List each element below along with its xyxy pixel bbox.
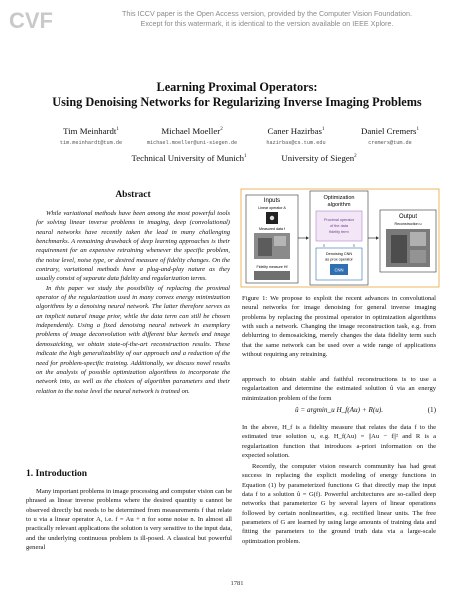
notice-line-1: This ICCV paper is the Open Access version, provided by the Computer Vision Foundation. — [122, 9, 412, 18]
reconstruction-label: Reconstruction u — [394, 222, 422, 226]
equation-1-formula: û = argmin_u H_f(Au) + R(u). — [294, 406, 384, 414]
optimization-title-1: Optimization — [323, 195, 355, 201]
title-line-2: Using Denoising Networks for Regularizing Inverse Imaging Problems — [52, 94, 422, 109]
cnn-line-1: Denoising CNN — [325, 252, 353, 256]
abstract-body — [36, 209, 230, 396]
notice-line-2: Except for this watermark, it is identical to the version available on IEEE Xplore. — [140, 19, 394, 28]
introduction-paragraph-1: Many important problems in image processing and computer vision can be phrased as linear inverse problems where the desired quantity u cannot be observed directly but needs to be determined from measurements f that relate to u via a linear operator A, i.e. f = Au + n for some noise n. In almost all practically relevant applications the solution is very sensitive to the input data, and the underlying continuous problem is ill-posed. A classical but powerful general — [26, 488, 232, 552]
right-column-paragraph-2: In the above, H_f is a fidelity measure that relates the data f to the estimated true solution u, e.g. H_f(Au) = ||Au − f||² and R is a regularization function that introduces a-priori information on the expected solution. — [242, 424, 436, 460]
fidelity-image — [254, 271, 290, 280]
prox-line-1: Proximal operator — [324, 218, 354, 222]
prox-line-2: of the data — [330, 224, 348, 228]
measured-data-label: Measured data f — [259, 227, 285, 231]
title-line-1: Learning Proximal Operators: — [156, 80, 318, 94]
linear-operator-label: Linear operator A — [258, 206, 286, 210]
author-4: Daniel Cremers$^1$ — [361, 126, 419, 136]
cnn-line-2: as prox operator — [325, 257, 353, 262]
author-1-email[interactable]: tim.meinhardt@tum.de — [59, 140, 123, 146]
figure-1-caption: Figure 1: We propose to exploit the recent advances in convolutional neural networks for image denoising for general inverse imaging problems by replacing the proximal operator in optimization algorithms with such a network. Changing the image reconstruction task, e.g. from deblurring to demosaicking, merely changes the data fidelity term such that the same network can be used over a wide range of applications without requiring any retraining. — [242, 295, 436, 359]
prox-line-3: fidelity term — [329, 230, 349, 234]
author-2-email[interactable]: michael.moeller@uni-siegen.de — [146, 140, 238, 146]
cvf-logo-text: CVF — [9, 8, 53, 33]
author-4-email[interactable]: cremers@tum.de — [368, 140, 412, 146]
figure-1-diagram — [240, 188, 440, 288]
fidelity-measure-label: Fidelity measure Hf — [256, 265, 288, 269]
figure-1 — [240, 188, 440, 288]
cvf-logo — [8, 7, 53, 33]
right-column-paragraph-1: approach to obtain stable and faithful reconstructions is to use a regularization and determine the estimated solution û via an energy minimization problem of the form — [242, 376, 436, 402]
output-title: Output — [398, 214, 418, 220]
affiliation-2: University of Siegen$^2$ — [281, 153, 357, 163]
author-2: Michael Moeller$^2$ — [161, 126, 223, 136]
introduction-heading: 1. Introduction — [26, 469, 88, 479]
abstract-heading: Abstract — [115, 190, 151, 200]
equation-1-number: (1) — [427, 406, 436, 414]
abstract-paragraph-2: In this paper we study the possibility of replacing the proximal operator of the regularization used in many convex energy minimization algorithms by a denoising neural network. The latter therefore serves as an implicit natural image prior, while the data term can still be chosen independently. Using a fixed denoising neural network in exemplary problems of image deconvolution with different blur kernels and image demosaicking, we obtain state-of-the-art reconstruction results. These indicate the high generalizability of our approach and a reduction of the need for problem-specific training. Additionally, we discuss novel results on the analysis of possible optimization algorithms to incorporate the network into, as well as the choices of algorithm parameters and their relation to the noise level the neural network is trained on. — [36, 284, 230, 395]
equation-1 — [242, 406, 436, 414]
open-access-notice — [74, 9, 460, 29]
author-1: Tim Meinhardt$^1$ — [63, 126, 119, 136]
right-column-paragraph-3: Recently, the computer vision research community has had great success in replacing the explicit modeling of energy functions in Equation (1) by parameterized functions G that directly map the input data f to a solution û = G(f). Powerful architectures are so-called deep networks that parameterize G by several layers of linear operations followed by certain nonlinearities, e.g. rectified linear units. The free parameters of G are learned by using large amounts of training data and fitting the parameters to the ground truth data via a large-scale optimization problem. — [242, 463, 436, 545]
page-number: 1781 — [230, 580, 244, 587]
author-3: Caner Hazirbas$^1$ — [267, 126, 325, 136]
inputs-title: Inputs — [263, 198, 281, 204]
introduction-body — [26, 487, 232, 552]
affiliation-1: Technical University of Munich$^1$ — [131, 153, 247, 163]
abstract-paragraph-1: While variational methods have been among the most powerful tools for solving linear inverse problems in imaging, deep (convolutional) neural networks have recently taken the lead in many challenging benchmarks. A remaining drawback of deep learning approaches is their requirement for an expensive retraining whenever the specific problem, the noise level, noise type, or desired measure of fidelity changes. On the contrary, variational methods have a plug-and-play nature as they usually consist of separate data fidelity and regularization terms. — [36, 210, 230, 283]
author-3-email[interactable]: hazirbas@cs.tum.edu — [266, 140, 326, 146]
cnn-badge-label: CNN — [334, 267, 344, 273]
optimization-title-2: algorithm — [327, 202, 351, 208]
paper-title — [10, 80, 464, 109]
